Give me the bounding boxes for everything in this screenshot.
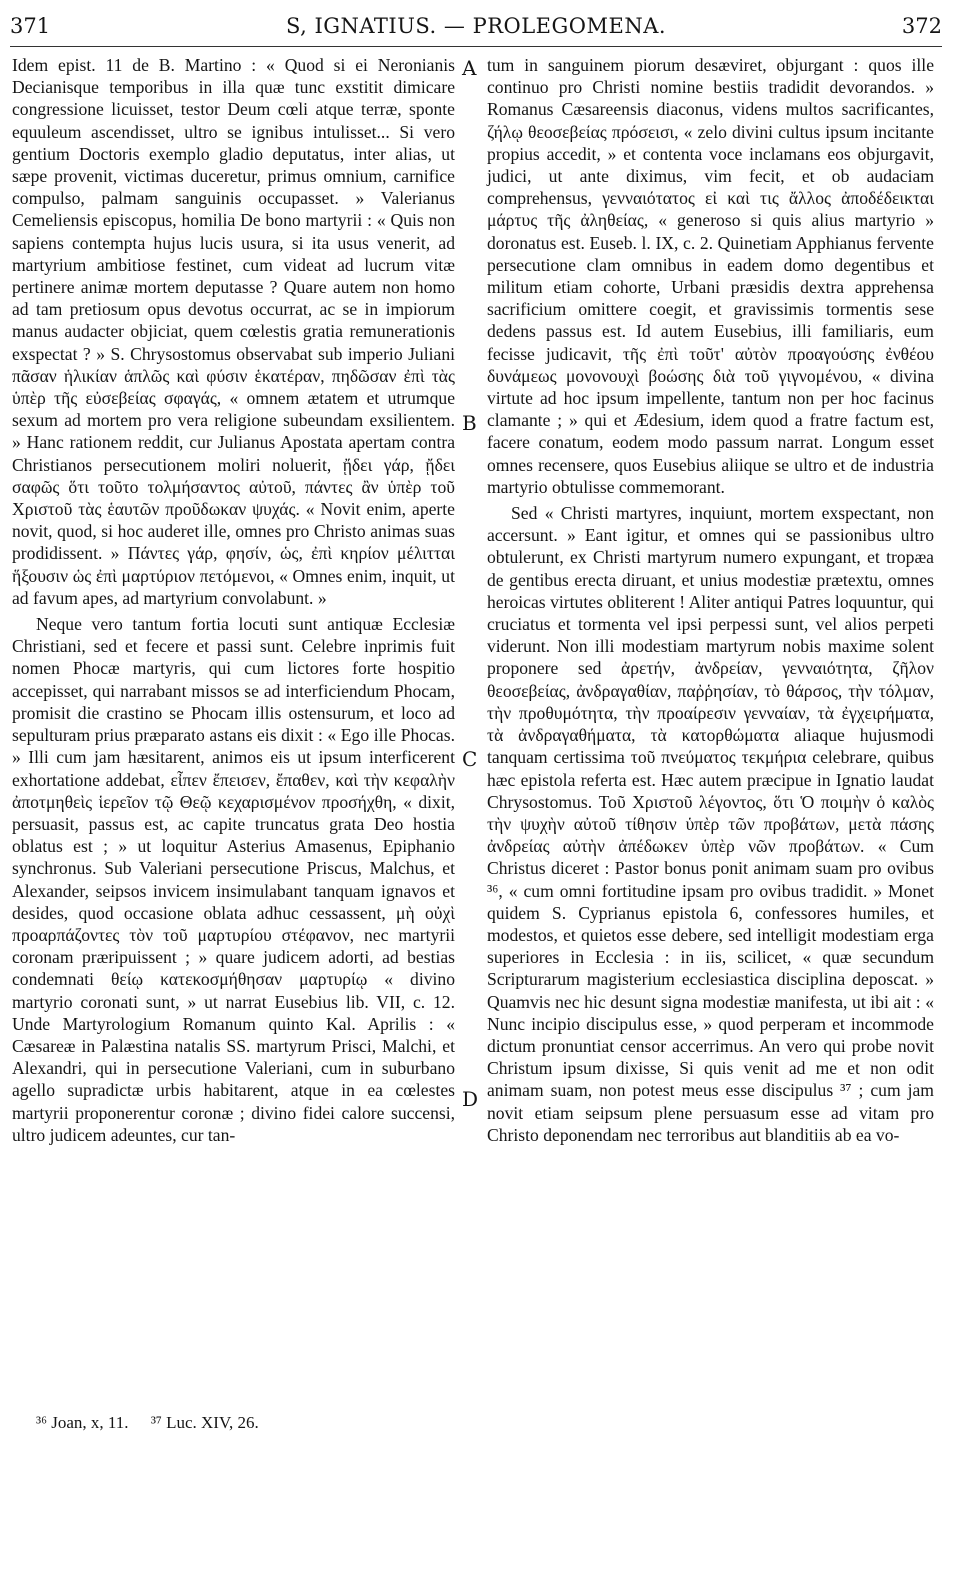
- page-header: [10, 14, 942, 44]
- footnotes: [36, 1413, 277, 1433]
- right-paragraph-1: tum in sanguinem piorum desæviret, objurgant : quos ille continuo pro Christi nomine bestiis tradidit devorandos. » Romanus Cæsareensis diaconus, videns multos sacrificantes, ζήλῳ θεοσεβείας πρόσεισι, « zelo divini cultus ipsum incitante propius accedit, » et contenta voce inclamans eos objurgavit, judici, ut ante diximus, vim fecit, et ob audaciam comprehensus, γενναιότατος εἰ καὶ τις ἄλλος ἀποδέδεικται μάρτυς τῆς ἀληθείας, « generoso si quis alius martyrio » doronatus est. Euseb. l. IX, c. 2. Quinetiam Apphianus fervente persecutione clam omnibus in eadem domo degentibus et militum etiam cohorte, Urbani præsidis dextra apprehensa sacrificium omittere coegit, et gravissimis tormentis sese dedens passus est. Id autem Eusebius, illi familiaris, eum fecisse judicavit, τῆς ἐπὶ τοῦτ' αὐτὸν προαγούσης ἐνθέου δυνάμεως μονονουχὶ βοώσης διὰ τοῦ γιγνομένου, « divina virtute ad hoc ipsum impellente, tantum non per hoc facinus clamante ; » qui et Ædesium, idem quod a fratre factum est, facere conatum, eodem modo passum narrat. Longum esset omnes recensere, quos Eusebius aliique se ultro et de industria martyrio obtulisse commemorant.: [487, 55, 934, 497]
- header-rule: [10, 46, 942, 47]
- margin-letter-d: D: [462, 1087, 479, 1111]
- left-paragraph-2: Neque vero tantum fortia locuti sunt antiquæ Ecclesiæ Christiani, sed et fecere et passi sunt. Celebre inprimis fuit nomen Phocæ martyris, qui cum lictores forte hospitio accepisset, qui narrabant missos se ad interficiendum Phocam, promisit die crastino se Phocam illis ostensurum, et loco ad sepulturam prius præparato astans eis dixit : « Ego ille Phocas. » Illi cum jam hæsitarent, animos eis ut ipsum interficerent exhortatione addebat, εἶπεν ἔπεισεν, ἔπαθεν, καὶ τὴν κεφαλὴν ἀποτμηθεὶς ἱερεῖον τῷ Θεῷ κεχαρισμένον προσήχθη, « dixit, persuasit, passus est, ac capite truncatus grata Deo hostia oblatus est ; » ut loquitur Asterius Amasenus, Epiphanio synchronus. Sub Valeriani persecutione Priscus, Malchus, et Alexander, seipsos invicem insimulabant tanquam ignavos et desides, quod occasione oblata adhuc cessassent, μὴ οὐχὶ προαρπάζοντες τὸν τοῦ μαρτυρίου στέφανον, nec martyrii coronam præripuissent ; » quare judicem adorti, ad bestias condemnati θείῳ κατεκοσμήθησαν μαρτυρίῳ « divino martyrio coronati sunt, » ut narrat Eusebius lib. VII, c. 12. Unde Martyrologium Romanum quinto Kal. Aprilis : « Cæsareæ in Palæstina natalis SS. martyrum Prisci, Malchi, et Alexandri, qui in persecutione Valeriani, cum in suburbano agello supradictæ urbis habitarent, atque in ea cœlestes martyrii proponerentur coronæ ; divino fidei calore succensi, ultro judicem adeuntes, cur tan-: [12, 614, 455, 1145]
- footnote-36: ³⁶ Joan, x, 11.: [36, 1413, 129, 1432]
- right-paragraph-2: Sed « Christi martyres, inquiunt, mortem exspectant, non accersunt. » Eant igitur, et omnes qui se passionibus ultro obtulerunt, ex Christi martyrum numero expungant, et tropæa de gentibus erecta diruant, et unius modestiæ prætextu, omnes heroicas virtutes obliterent ! Aliter antiqui Patres loquuntur, qui cruciatus et tormenta vel ipsi perpessi sunt, vel alios perpeti viderunt. Non illi modestiam martyrum nobis maxime solent proponere sed ἀρετήν, ἀνδρείαν, γενναιότητα, ζῆλον θεοσεβείας, ἀνδραγαθίαν, παῤῥησίαν, τὸ θάρσος, τὴν τόλμαν, τὴν προθυμότητα, τὴν προαίρεσιν γενναίαν, τὰ ἐγχειρήματα, τὰ ἀνδραγαθήματα, τὰ κατορθώματα aliaque hujusmodi tanquam certissima τοῦ πνεύματος τεκμήρια celebrare, quibus hæc epistola referta est. Hæc autem præcipue in Ignatio laudat Chrysostomus. Τοῦ Χριστοῦ λέγοντος, ὅτι Ὁ ποιμὴν ὁ καλὸς τὴν ψυχὴν αὐτοῦ τίθησιν ὑπὲρ τῶν προβάτων, μετὰ πάσης ἀνδρείας αὐτὴν ἀπέδωκεν ὑπὲρ νῶν προβάτων. « Cum Christus diceret : Pastor bonus ponit animam suam pro ovibus ³⁶, « cum omni fortitudine ipsam pro ovibus tradidit. » Monet quidem S. Cyprianus epistola 6, confessores humiles, et modestos, et quietos esse debere, sed intelligit modestiam erga superiores in Ecclesia : in iis, scilicet, « quæ secundum Scripturarum magisterium ecclesiastica disciplina deposcat. » Quamvis nec hic desunt signa modestiæ manifesta, ut ibi ait : « Nunc incipio discipulus esse, » quod perperam et incommode dictum pronuntiat censor accerrimus. An vero qui probe novit Christum ipsum dixisse, Si quis venit ad me et non odit animam suam, non potest meus esse discipulus ³⁷ ; cum jam novit etiam seipsum plene persuasum esse ad vitam pro Christo deponendam nec terroribus aut blanditiis ab ea vo-: [487, 503, 934, 1145]
- margin-letter-b: B: [462, 411, 477, 435]
- running-title: S, IGNATIUS. — PROLEGOMENA.: [285, 14, 667, 38]
- left-column: [12, 54, 455, 1146]
- page-number-left: 371: [10, 14, 51, 38]
- left-paragraph-1: Idem epist. 11 de B. Martino : « Quod si ei Neronianis Decianisque temporibus in illa quæ tunc exstitit dimicare congressione licuisset, testor Deum cœli atque terræ, sponte equuleum ascendisset, ultro se ignibus intulisset... Si vero gentium Doctoris exemplo gladio deputatus, inter alias, ut sæpe provenit, victimas duceretur, primus omnium, carnifice compulso, palmam sanguinis occupasset. » Valerianus Cemeliensis episcopus, homilia De bono martyrii : « Quis non sapiens contempta hujus lucis usura, si ita usus venerit, ad martyrium ambitiose festinet, cum videat ad lucrum vitæ pertinere animæ mortem deputasse ? Quare autem non homo ad tam pretiosum opus devotus occurrat, ac se in impiorum manus audacter objiciat, quem cœlestis gratia remunerationis exspectat ? » S. Chrysostomus observabat sub imperio Juliani πᾶσαν ἡλικίαν ἁπλῶς καὶ φύσιν ἑκατέραν, πηδῶσαν ἐπὶ τὰς ὑπὲρ τῆς εὐσεβείας σφαγάς, « omnem ætatem et utrumque sexum ad mortem pro vera religione subeundam exsilientem. » Hanc rationem reddit, cur Julianus Apostata apertam contra Christianos persecutionem moliri noluerit, ᾔδει γάρ, ᾔδει σαφῶς ὅτι τοῦτο τολμήσαντος αὐτοῦ, πάντες ἂν ὑπὲρ τοῦ Χριστοῦ τὰς ἑαυτῶν προῦδωκαν ψυχάς. « Novit enim, aperte novit, quod, si hoc auderet ille, omnes pro Christo animas suas prodidissent. » Πάντες γάρ, φησίν, ὡς, ἐπὶ κηρίον μέλιτται ἥξουσιν ὡς ἐπὶ μαρτύριον πετόμενοι, « Omnes enim, inquit, ut ad favum apes, ad martyrium convolabunt. »: [12, 55, 455, 608]
- footnote-37: ³⁷ Luc. XIV, 26.: [150, 1413, 259, 1432]
- page-number-right: 372: [901, 14, 942, 38]
- margin-letter-a: A: [462, 56, 477, 80]
- right-column: [487, 54, 934, 1146]
- margin-letter-c: C: [462, 747, 478, 771]
